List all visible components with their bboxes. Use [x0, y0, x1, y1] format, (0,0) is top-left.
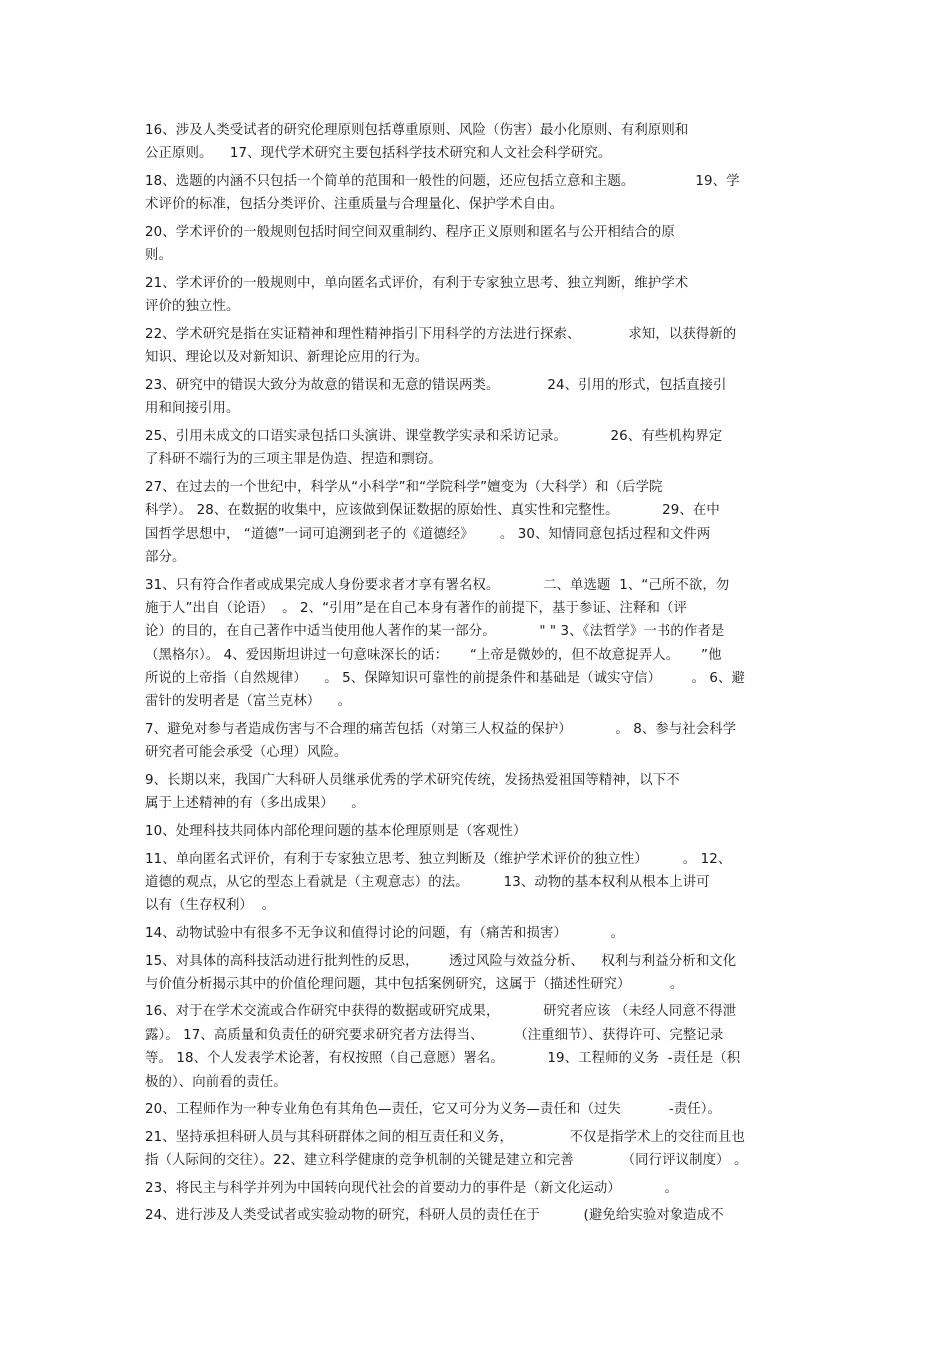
text-line: 了科研不端行为的三项主罪是伪造、捏造和剽窃。 — [145, 452, 442, 468]
paragraph — [145, 1204, 810, 1227]
paragraph — [145, 476, 810, 570]
text-line: 道德的观点，从它的型态上看就是（主观意志）的法。 13、动物的基本权利从根本上讲可 — [145, 874, 710, 890]
text-line: 23、研究中的错误大致分为故意的错误和无意的错误两类。 24、引用的形式，包括直接引 — [145, 377, 727, 393]
paragraph — [145, 221, 810, 268]
paragraph — [145, 425, 810, 472]
text-line: 露）。 17、高质量和负责任的研究要求研究者方法得当、 （注重细节）、获得许可、完整记录 — [145, 1027, 724, 1043]
text-line: 25、引用未成文的口语实录包括口头演讲、课堂教学实录和采访记录。 26、有些机构界定 — [145, 428, 723, 444]
text-line: 14、动物试验中有很多不无争议和值得讨论的问题，有（痛苦和损害） 。 — [145, 925, 625, 941]
text-line: 术评价的标准，包括分类评价、注重质量与合理量化、保护学术自由。 — [145, 197, 564, 213]
text-line: 27、在过去的一个世纪中，科学从“小科学”和“学院科学”嬗变为（大科学）和（后学院 — [145, 479, 663, 495]
paragraph — [145, 950, 810, 997]
text-line: 施于人”出自（论语） 。 2、“引用”是在自己本身有著作的前提下，基于参证、注释和（评 — [145, 600, 687, 616]
text-line: 与价值分析揭示其中的价值伦理问题，其中包括案例研究，这属于（描述性研究） 。 — [145, 976, 684, 992]
text-line: 11、单向匿名式评价，有利于专家独立思考、独立判断及（维护学术评价的独立性） 。 12、 — [145, 851, 732, 867]
text-line: 公正原则。 17、现代学术研究主要包括科学技术研究和人文社会科学研究。 — [145, 146, 612, 162]
paragraph — [145, 374, 810, 421]
text-line: 23、将民主与科学并列为中国转向现代社会的首要动力的事件是（新文化运动） 。 — [145, 1180, 678, 1196]
text-line: 评价的独立性。 — [145, 299, 240, 315]
paragraph — [145, 1126, 810, 1173]
text-line: 21、学术评价的一般规则中，单向匿名式评价，有利于专家独立思考、独立判断，维护学术 — [145, 275, 689, 291]
paragraph — [145, 323, 810, 370]
text-line: 研究者可能会承受（心理）风险。 — [145, 745, 348, 761]
text-line: 16、对于在学术交流或合作研究中获得的数据或研究成果， 研究者应该 （未经人同意不得泄 — [145, 1004, 737, 1020]
text-line: 雷针的发明者是（富兰克林） 。 — [145, 694, 352, 710]
text-line: 7、避免对参与者造成伤害与不合理的痛苦包括（对第三人权益的保护） 。 8、参与社会科学 — [145, 722, 737, 738]
paragraph — [145, 820, 810, 843]
paragraph — [145, 272, 810, 319]
text-line: 以有（生存权利） 。 — [145, 898, 276, 914]
text-line: 所说的上帝指（自然规律） 。 5、保障知识可靠性的前提条件和基础是（诚实守信） 。 6、避 — [145, 671, 746, 687]
text-line: 20、工程师作为一种专业角色有其角色—责任，它又可分为义务—责任和（过失 -责任）。 — [145, 1102, 722, 1118]
text-line: 科学）。 28、在数据的收集中，应该做到保证数据的原始性、真实性和完整性。 29、在中 — [145, 503, 720, 519]
paragraph — [145, 1177, 810, 1200]
text-line: 则。 — [145, 248, 172, 264]
text-line: 31、只有符合作者或成果完成人身份要求者才享有署名权。 二、单选题 1、“己所不欲，勿 — [145, 577, 730, 593]
text-line: 18、选题的内涵不只包括一个简单的范围和一般性的问题，还应包括立意和主题。 19、学 — [145, 173, 740, 189]
paragraph — [145, 1098, 810, 1121]
text-line: 极的）、向前看的责任。 — [145, 1074, 287, 1090]
text-line: 部分。 — [145, 549, 186, 565]
paragraph — [145, 1000, 810, 1094]
text-line: 论）的目的，在自己著作中适当使用他人著作的某一部分。 " " 3、《法哲学》一书的作者是 — [145, 624, 725, 640]
document-body — [145, 119, 810, 1232]
paragraph — [145, 574, 810, 714]
text-line: 等。 18、个人发表学术论著，有权按照（自己意愿）署名。 19、工程师的义务 -责任是（积 — [145, 1051, 741, 1067]
text-line: 16、涉及人类受试者的研究伦理原则包括尊重原则、风险（伤害）最小化原则、有利原则和 — [145, 123, 689, 138]
paragraph — [145, 119, 810, 166]
text-line: 10、处理科技共同体内部伦理问题的基本伦理原则是（客观性） — [145, 824, 527, 839]
text-line: 22、学术研究是指在实证精神和理性精神指引下用科学的方法进行探索、 求知，以获得新的 — [145, 326, 737, 342]
text-line: 24、进行涉及人类受试者或实验动物的研究，科研人员的责任在于 (避免给实验对象造成不 — [145, 1208, 724, 1224]
paragraph — [145, 718, 810, 765]
text-line: 属于上述精神的有（多出成果） 。 — [145, 796, 365, 812]
text-line: 15、对具体的高科技活动进行批判性的反思， 透过风险与效益分析、 权利与利益分析和文化 — [145, 953, 737, 969]
paragraph — [145, 170, 810, 217]
paragraph — [145, 848, 810, 918]
text-line: 9、长期以来，我国广大科研人员继承优秀的学术研究传统，发扬热爱祖国等精神，以下不 — [145, 773, 680, 789]
text-line: （黑格尔）。 4、爱因斯坦讲过一句意味深长的话： “上帝是微妙的，但不故意捉弄人。 ”他 — [145, 647, 722, 663]
text-line: 国哲学思想中， “道德”一词可追溯到老子的《道德经》 。 30、知情同意包括过程和文件两 — [145, 526, 711, 542]
text-line: 用和间接引用。 — [145, 401, 240, 417]
text-line: 指（人际间的交往）。22、建立科学健康的竞争机制的关键是建立和完善 （同行评议制度） 。 — [145, 1153, 748, 1169]
paragraph — [145, 769, 810, 816]
text-line: 20、学术评价的一般规则包括时间空间双重制约、程序正义原则和匿名与公开相结合的原 — [145, 224, 675, 240]
text-line: 21、坚持承担科研人员与其科研群体之间的相互责任和义务， 不仅是指学术上的交往而且也 — [145, 1129, 746, 1145]
paragraph — [145, 922, 810, 945]
text-line: 知识、理论以及对新知识、新理论应用的行为。 — [145, 350, 429, 366]
